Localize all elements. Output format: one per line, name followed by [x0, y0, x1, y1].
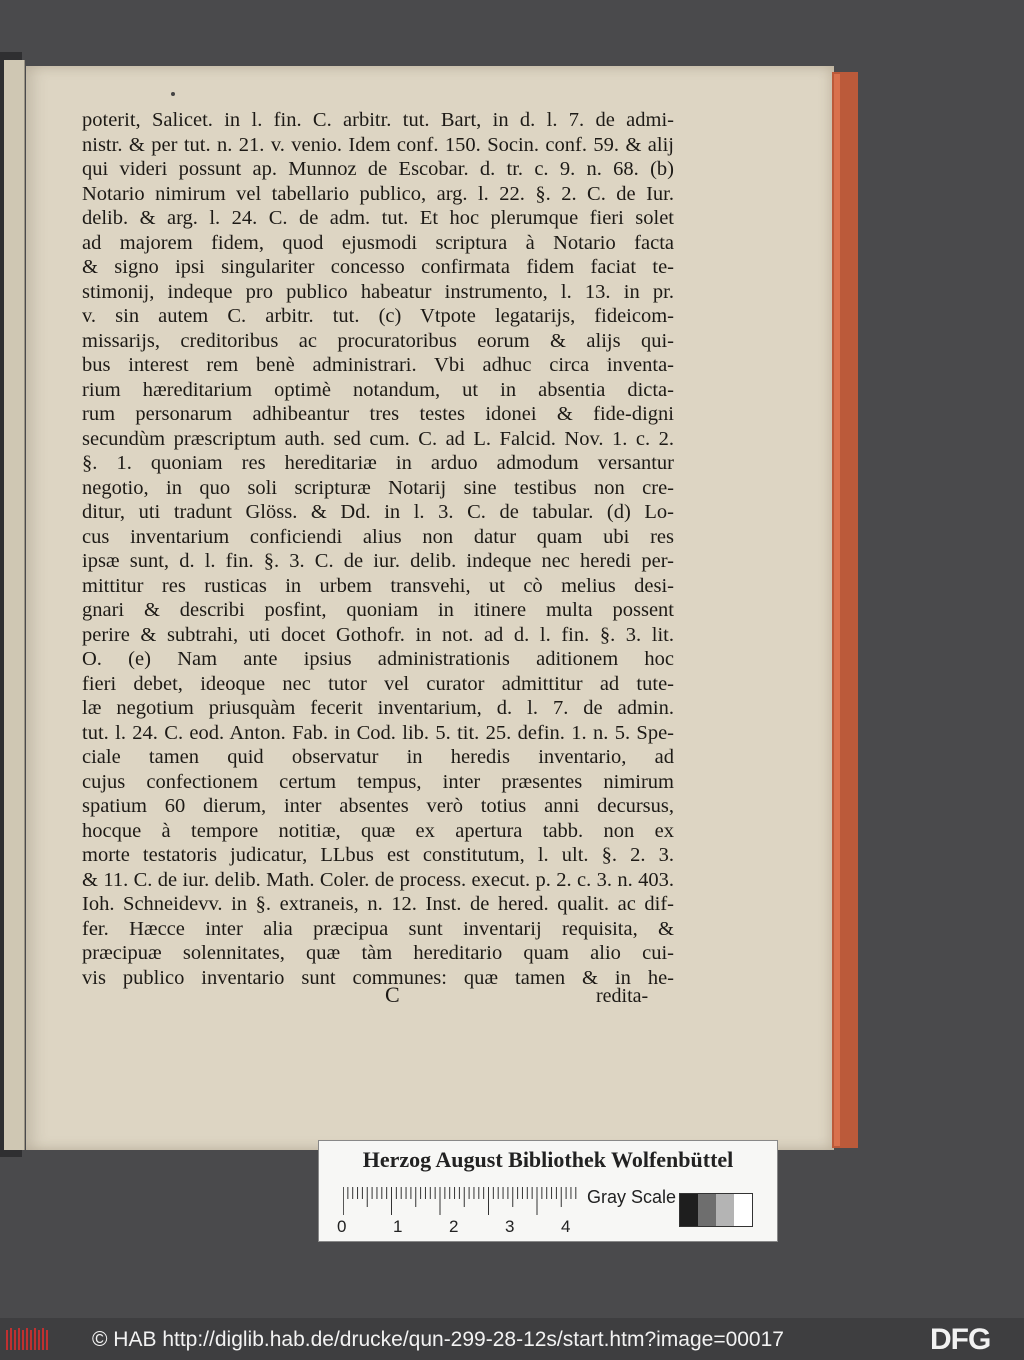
gray-scale-label: Gray Scale — [587, 1187, 677, 1207]
catchword: redita- — [596, 985, 649, 1007]
color-reference-card — [318, 1140, 778, 1242]
page-text-block — [82, 108, 674, 990]
text-line: ciale tamen quid observatur in heredis inventario, ad — [82, 746, 674, 768]
text-line: mittitur res rusticas in urbem transvehi, ut cò melius desi- — [82, 574, 674, 597]
text-line: missarijs, creditoribus ac procuratoribus eorum & alijs qui- — [82, 329, 674, 352]
text-line: stimonij, indeque pro publico habeatur instrumento, l. 13. in pr. — [82, 280, 674, 303]
dfg-logo: DFG — [930, 1323, 991, 1356]
text-line: præcipuæ solennitates, quæ tàm hereditario quam alio cui- — [82, 942, 674, 964]
ruler-number: 3 — [505, 1217, 515, 1236]
signature-mark: C — [385, 982, 400, 1007]
text-line: ditur, uti tradunt Glöss. & Dd. in l. 3. C. de tabular. (d) Lo- — [82, 501, 674, 523]
text-line: secundùm præscriptum auth. sed cum. C. ad L. Falcid. Nov. 1. c. 2. — [82, 427, 674, 450]
gray-swatch — [734, 1194, 752, 1226]
text-line: tut. l. 24. C. eod. Anton. Fab. in Cod. lib. 5. tit. 25. defin. 1. n. 5. Spe- — [82, 721, 674, 744]
text-line: Notario nimirum vel tabellario publico, arg. l. 22. §. 2. C. de Iur. — [82, 182, 674, 205]
text-line: fer. Hæcce inter alia præcipua sunt inventarij requisita, & — [82, 917, 674, 940]
ruler-number: 4 — [561, 1217, 571, 1236]
gray-swatch — [680, 1194, 698, 1226]
gray-scale-chart — [679, 1193, 753, 1227]
text-line: negotio, in quo soli scripturæ Notarij sine testibus non cre- — [82, 476, 674, 499]
ruler-numbers — [337, 1217, 597, 1239]
text-line: hocque à tempore notitiæ, quæ ex apertura tabb. non ex — [82, 819, 674, 842]
hab-barcode-icon — [6, 1326, 54, 1352]
text-line: poterit, Salicet. in l. fin. C. arbitr. tut. Bart, in d. l. 7. de admi- — [82, 109, 674, 131]
text-line: bus interest rem benè administrari. Vbi adhuc circa inventa- — [82, 354, 674, 376]
text-line: qui videri possunt ap. Munnoz de Escobar. d. tr. c. 9. n. 68. (b) — [82, 158, 674, 180]
text-line: rum personarum adhibeantur tres testes idonei & fide-digni — [82, 403, 674, 425]
page-fore-edge-highlight — [834, 74, 840, 1146]
page-mark — [171, 92, 175, 96]
text-line: cujus confectionem certum tempus, inter præsentes nimirum — [82, 770, 674, 793]
left-page-edge — [4, 60, 25, 1150]
scale-ruler — [343, 1185, 583, 1219]
text-line: Ioh. Schneidevv. in §. extraneis, n. 12. Inst. de hered. qualit. ac dif- — [82, 893, 674, 915]
text-line: delib. & arg. l. 24. C. de adm. tut. Et hoc plerumque fieri solet — [82, 207, 674, 229]
footer-bar — [0, 1318, 1024, 1360]
gray-swatch — [698, 1194, 716, 1226]
text-line: §. 1. quoniam res hereditariæ in arduo admodum versantur — [82, 452, 674, 474]
text-line: læ negotium priusquàm fecerit inventarium, d. l. 7. de admin. — [82, 697, 674, 719]
text-line: rium hæreditarium optimè notandum, ut in absentia dicta- — [82, 378, 674, 401]
text-line: spatium 60 dierum, inter absentes verò totius anni decursus, — [82, 795, 674, 817]
text-line: nistr. & per tut. n. 21. v. venio. Idem conf. 150. Socin. conf. 59. & alij — [82, 133, 674, 156]
ruler-number: 2 — [449, 1217, 459, 1236]
text-line: gnari & describi posfint, quoniam in itinere multa possent — [82, 599, 674, 621]
text-line: ipsæ sunt, d. l. fin. §. 3. C. de iur. delib. indeque nec heredi per- — [82, 550, 674, 572]
text-line: fieri debet, ideoque nec tutor vel curator admittitur ad tute- — [82, 672, 674, 695]
ruler-number: 1 — [393, 1217, 403, 1236]
ruler-number: 0 — [337, 1217, 347, 1236]
text-line: ad majorem fidem, quod ejusmodi scriptura à Notario facta — [82, 231, 674, 254]
text-line: v. sin autem C. arbitr. tut. (c) Vtpote legatarijs, fideicom- — [82, 305, 674, 327]
text-line: vis publico inventario sunt communes: quæ tamen & in he- — [82, 966, 674, 989]
text-line: perire & subtrahi, uti docet Gothofr. in not. ad d. l. fin. §. 3. lit. — [82, 623, 674, 646]
text-line: & 11. C. de iur. delib. Math. Coler. de process. execut. p. 2. c. 3. n. 403. — [82, 868, 674, 891]
footer-copyright-url: © HAB http://diglib.hab.de/drucke/qun-299-28-12s/start.htm?image=00017 — [92, 1328, 784, 1351]
text-line: & signo ipsi singulariter concesso confirmata fidem faciat te- — [82, 256, 674, 278]
gray-swatch — [716, 1194, 734, 1226]
text-line: morte testatoris judicatur, LLbus est constitutum, l. ult. §. 2. 3. — [82, 844, 674, 866]
text-line: O. (e) Nam ante ipsius administrationis aditionem hoc — [82, 648, 674, 670]
library-name: Herzog August Bibliothek Wolfenbüttel — [362, 1147, 734, 1172]
text-line: cus inventarium conficiendi alius non datur quam ubi res — [82, 525, 674, 548]
